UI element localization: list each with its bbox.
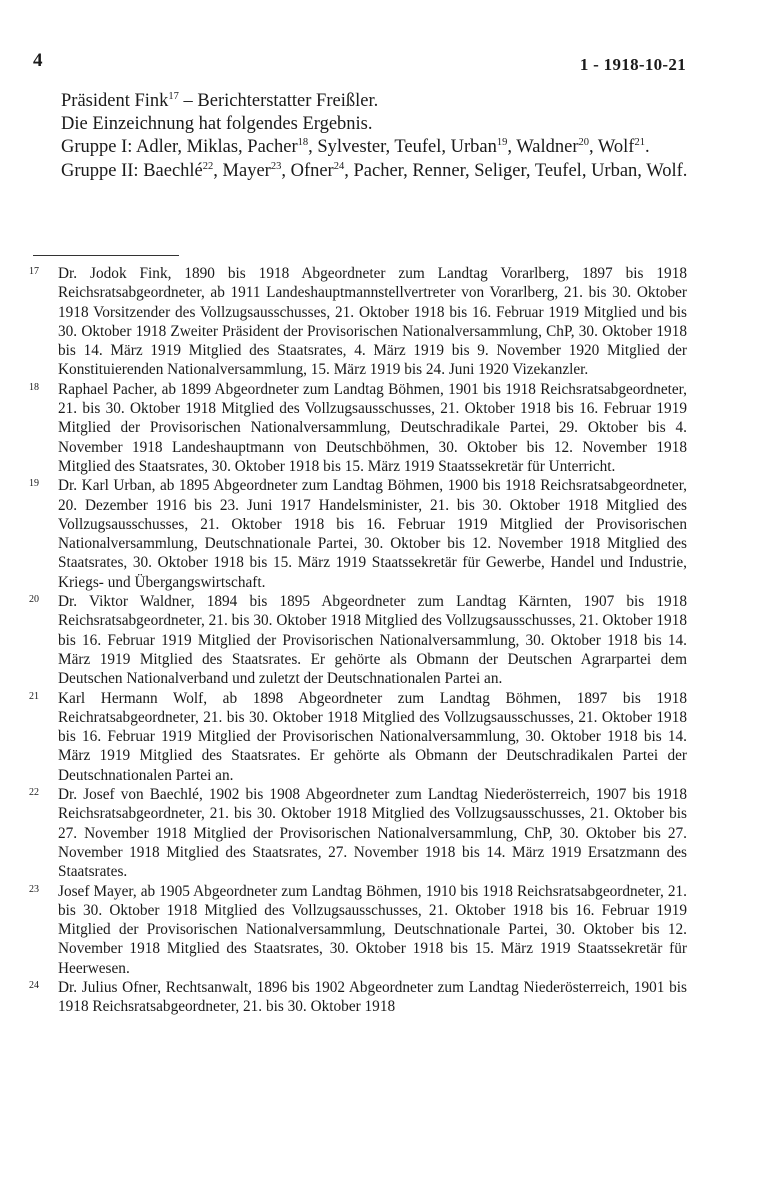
- paragraph-chair: Präsident Fink$^{17}$ – Berichterstatter Freißler.: [61, 91, 379, 111]
- footnote-number: 23: [29, 883, 39, 895]
- footnote-number: 19: [29, 478, 39, 490]
- footnote-number: 21: [29, 690, 39, 702]
- footnote-number: 17: [29, 266, 39, 277]
- footnote-text: Dr. Karl Urban, ab 1895 Abgeordneter zum Landtag Böhmen, 1900 bis 1918 Reichsratsabgeordneter, 20. Dezember 1916 bis 23. Juni 1917 Handelsminister, 21. bis 30. Oktober 1918 Mitglied des Vollzugsausschusses, 21. Oktober 1918 bis 16. Februar 1919 Mitglied der Provisorischen Nationalversammlung, Deutschnationale Partei, 30. Oktober bis 12. November 1918 Mitglied des Staatsrates, 30. Oktober 1918 bis 15. März 1919 Staatssekretär für Gewerbe, Handel und Industrie, Kriegs- und Übergangswirtschaft.: [58, 477, 687, 591]
- footnote: [25, 882, 687, 978]
- footnote-number: 22: [29, 787, 39, 799]
- footnote-text: Josef Mayer, ab 1905 Abgeordneter zum Landtag Böhmen, 1910 bis 1918 Reichsratsabgeordneter, 21. bis 30. Oktober 1918 Mitglied des Vollzugsausschusses, 21. Oktober 1918 bis 16. Februar 1919 Mitglied der Provisorischen Nationalversammlung, Deutschnationale Partei, 30. Oktober bis 12. November 1918 Mitglied des Staatsrates, 30. Oktober 1918 bis 15. März 1919 Staatssekretär für Heerwesen.: [58, 882, 687, 977]
- footnote: [25, 264, 687, 380]
- footnote: [25, 689, 687, 785]
- footnote-ref[interactable]: 20: [578, 137, 589, 149]
- footnote-number: 24: [29, 979, 39, 991]
- footnote-number: 20: [29, 594, 39, 606]
- footnote: [25, 978, 687, 1017]
- paragraph-result: Die Einzeichnung hat folgendes Ergebnis.: [61, 114, 373, 135]
- footnote-ref[interactable]: 24: [333, 160, 345, 172]
- main-text: [33, 90, 693, 183]
- footnote-text: Dr. Viktor Waldner, 1894 bis 1895 Abgeordneter zum Landtag Kärnten, 1907 bis 1918 Reichsratsabgeordneter, 21. bis 30. Oktober 1918 Mitglied des Vollzugsausschusses, 21. Oktober 1918 bis 16. Februar 1919 Mitglied der Provisorischen Nationalversammlung, 30. Oktober 1918 bis 14. März 1919 Mitglied des Staatsrates. Er gehörte als Obmann der Deutschen Agrarpartei dem Deutschen Nationalverband und zuletzt der Deutschnationalen Partei an.: [58, 593, 687, 688]
- footnote: [25, 785, 687, 881]
- footnote-text: Karl Hermann Wolf, ab 1898 Abgeordneter zum Landtag Böhmen, 1897 bis 1918 Reichratsabgeordneter, 21. bis 30. Oktober 1918 Mitglied des Vollzugsausschusses, 21. Oktober 1918 bis 16. Februar 1919 Mitglied der Provisorischen Nationalversammlung, 30. Oktober 1918 bis 14. März 1919 Mitglied des Staatsrates. Er gehörte als Obmann der Deutschradikalen Partei der Deutschnationalen Partei an.: [58, 689, 687, 784]
- footnote-ref[interactable]: 19: [496, 137, 508, 149]
- paragraph-group-1: Gruppe I: Adler, Miklas, Pacher$^{18}$, Sylvester, Teufel, Urban$^{19}$, Waldner$^{20}$, Wolf$^{21}$.: [61, 137, 650, 158]
- footnote-ref[interactable]: 23: [270, 160, 282, 172]
- footnote-ref[interactable]: 17: [168, 91, 179, 102]
- paragraph-group-2: Gruppe II: Baechlé$^{22}$, Mayer$^{23}$, Ofner$^{24}$, Pacher, Renner, Seliger, Teufel, Urban, Wolf.: [61, 160, 688, 181]
- footnote-text: Raphael Pacher, ab 1899 Abgeordneter zum Landtag Böhmen, 1901 bis 1918 Reichsratsabgeordneter, 21. bis 30. Oktober 1918 Mitglied des Vollzugsausschusses, 21. Oktober 1918 bis 16. Februar 1919 Mitglied der Provisorischen Nationalversammlung, Deutschradikale Partei, 29. Oktober bis 4. November 1918 Landeshauptmann von Deutschböhmen, 30. Oktober bis 12. November 1918 Mitglied des Staatsrates, 30. Oktober 1918 bis 15. März 1919 Staatssekretär für Unterricht.: [58, 380, 687, 475]
- footnote-text: Dr. Jodok Fink, 1890 bis 1918 Abgeordneter zum Landtag Vorarlberg, 1897 bis 1918 Reichsratsabgeordneter, ab 1911 Landeshauptmannstellvertreter von Vorarlberg, 21. bis 30. Oktober 1918 Vorsitzender des Vollzugsausschusses, 21. Oktober 1918 bis 16. Februar 1919 Mitglied und bis 30. Oktober 1918 Zweiter Präsident der Provisorischen Nationalversammlung, ChP, 30. Oktober 1918 bis 14. März 1919 Mitglied des Staatsrates, 4. März 1919 bis 9. November 1920 Mitglied der Konstituierenden Nationalversammlung, 15. März 1919 bis 24. Juni 1920 Vizekanzler.: [58, 265, 687, 379]
- footnote: [25, 380, 687, 476]
- footnote-separator: [33, 255, 179, 256]
- footnote-ref[interactable]: 22: [202, 160, 214, 172]
- page-number: 4: [33, 50, 43, 71]
- footnote-ref[interactable]: 18: [297, 137, 309, 149]
- footnote-text: Dr. Julius Ofner, Rechtsanwalt, 1896 bis 1902 Abgeordneter zum Landtag Niederösterreich, 1901 bis 1918 Reichsratsabgeordneter, 21. bis 30. Oktober 1918: [58, 978, 687, 1016]
- footnote: [25, 476, 687, 592]
- footnote-ref[interactable]: 21: [634, 137, 645, 149]
- footnote: [25, 592, 687, 688]
- document-id: 1 - 1918-10-21: [579, 55, 686, 74]
- footnote-text: Dr. Josef von Baechlé, 1902 bis 1908 Abgeordneter zum Landtag Niederösterreich, 1907 bis 1918 Reichsratsabgeordneter, 21. bis 30. Oktober 1918 Mitglied des Vollzugsausschusses, 21. Oktober bis 27. November 1918 Mitglied der Provisorischen Nationalversammlung, ChP, 30. Oktober bis 27. November 1918 Mitglied des Staatsrates, 27. November 1918 bis 14. März 1919 Ersatzmann des Staatsrates.: [58, 786, 687, 881]
- footnotes: [25, 264, 687, 1017]
- footnote-number: 18: [29, 381, 39, 393]
